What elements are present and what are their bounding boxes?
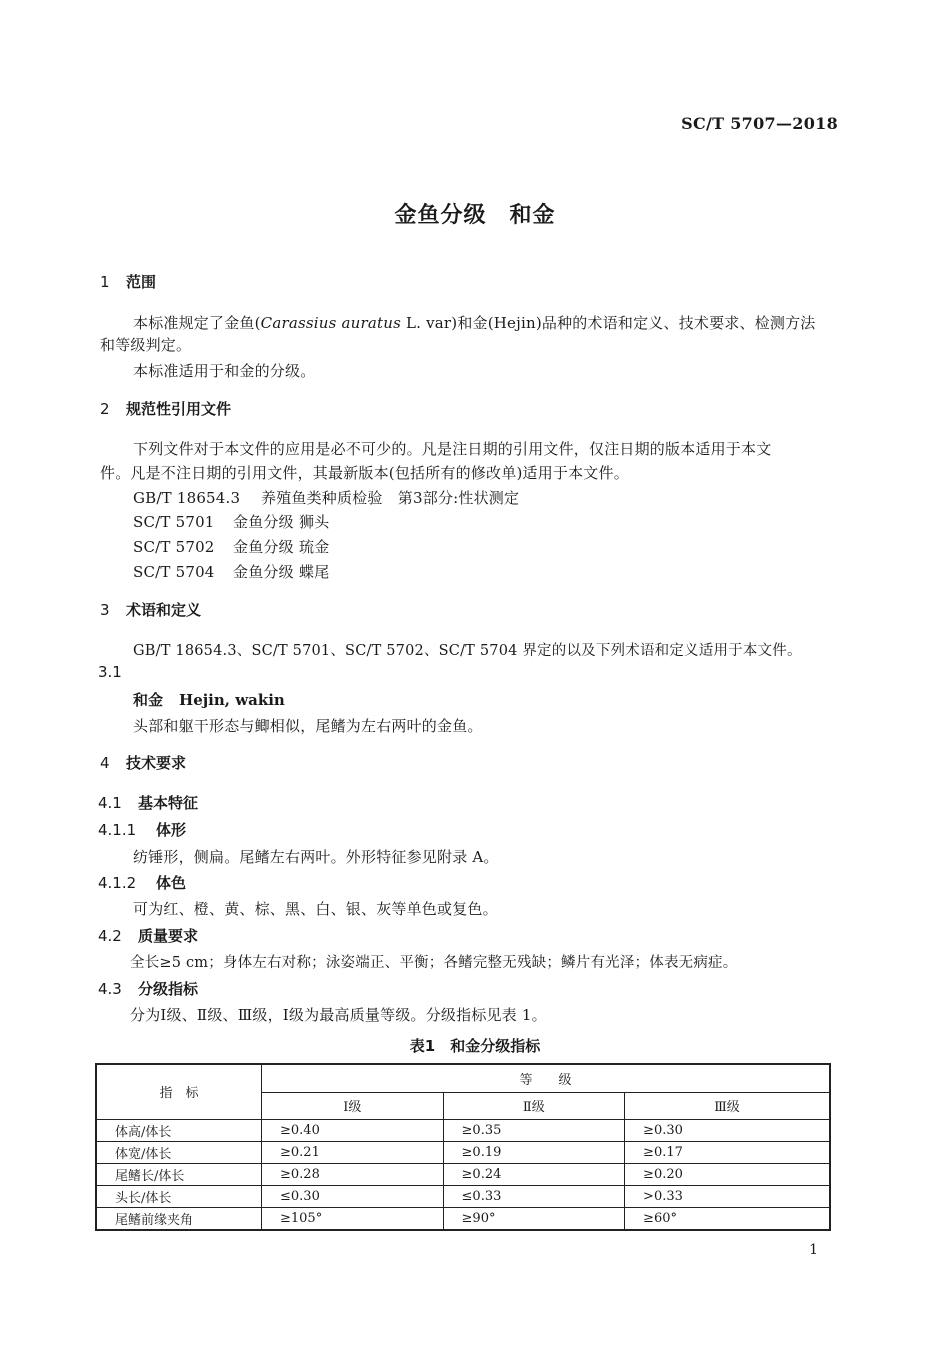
index-name: 尾鳍长/体长 [96,1163,262,1185]
standard-code: SC/T 5707—2018 [681,114,838,133]
grade-value: ≥90° [443,1207,625,1230]
grade-value: ≥0.30 [625,1119,830,1141]
grade-value: >0.33 [625,1185,830,1207]
grade-header: Ⅰ级 [262,1092,444,1119]
subsection-4-2-heading [98,925,198,946]
latin-name: Carassius auratus [260,314,402,332]
subsection-4-1-heading [98,792,198,813]
section-number: 1 [100,273,110,291]
section-2-heading [100,398,231,419]
reference-item [133,487,519,508]
section-number: 4.1.1 [98,821,137,839]
section-number: 4.2 [98,927,122,945]
section-title: 质量要求 [138,927,199,945]
section-title: 规范性引用文件 [126,400,232,418]
section-title: 分级指标 [138,980,199,998]
term-english: Hejin, wakin [179,691,285,709]
reference-title: 养殖鱼类种质检验 第3部分:性状测定 [261,489,520,507]
section-number: 4 [100,754,110,772]
table-caption: 表1 和金分级指标 [409,1037,541,1055]
grade-value: ≥60° [625,1207,830,1230]
reference-subtitle: 狮头 [299,513,330,531]
section-4-heading [100,752,186,773]
definition: 头部和躯干形态与鲫相似，尾鳍为左右两叶的金鱼。 [133,717,483,735]
reference-title: 金鱼分级 [233,563,294,581]
reference-subtitle: 琉金 [299,538,330,556]
paragraph: 下列文件对于本文件的应用是必不可少的。凡是注日期的引用文件，仅注日期的版本适用于本文 [133,440,772,458]
table-header-index: 指 标 [96,1064,262,1119]
table-row [96,1163,830,1185]
term-heading [133,689,285,710]
reference-subtitle: 蝶尾 [299,563,330,581]
section-title: 基本特征 [138,794,199,812]
paragraph: 全长≥5 cm；身体左右对称；泳姿端正、平衡；各鳍完整无残缺；鳞片有光泽；体表无病症。 [130,955,738,971]
subsection-4-3-heading [98,978,198,999]
section-number: 2 [100,400,110,418]
section-number: 4.1.2 [98,874,137,892]
paragraph-continued: 件。凡是不注日期的引用文件，其最新版本(包括所有的修改单)适用于本文件。 [100,464,629,482]
index-name: 体宽/体长 [96,1141,262,1163]
paragraph: 可为红、橙、黄、棕、黑、白、银、灰等单色或复色。 [133,900,498,918]
section-title: 术语和定义 [126,601,202,619]
reference-code: SC/T 5704 [133,563,215,581]
table-header-grade: 等 级 [262,1064,831,1092]
grade-value: ≥0.24 [443,1163,625,1185]
table-row [96,1141,830,1163]
table-row [96,1207,830,1230]
paragraph: GB/T 18654.3、SC/T 5701、SC/T 5702、SC/T 5704 界定的以及下列术语和定义适用于本文件。 [133,643,802,659]
grade-value: ≤0.30 [262,1185,444,1207]
grade-value: ≥0.19 [443,1141,625,1163]
section-title: 技术要求 [126,754,187,772]
grade-value: ≥105° [262,1207,444,1230]
section-title: 体色 [156,874,187,892]
grade-header: Ⅱ级 [443,1092,625,1119]
section-number: 3 [100,601,110,619]
table-row [96,1119,830,1141]
section-number: 4.1 [98,794,122,812]
subsection-4-1-2-heading [98,872,186,893]
grade-value: ≥0.20 [625,1163,830,1185]
paragraph-continued: 和等级判定。 [100,336,192,354]
section-title: 体形 [156,821,187,839]
reference-title: 金鱼分级 [233,538,294,556]
section-number: 4.3 [98,980,122,998]
table-row [96,1185,830,1207]
grade-value: ≥0.21 [262,1141,444,1163]
paragraph: 分为Ⅰ级、Ⅱ级、Ⅲ级，Ⅰ级为最高质量等级。分级指标见表 1。 [130,1006,547,1024]
reference-title: 金鱼分级 [233,513,294,531]
section-1-heading [100,271,156,292]
paragraph [133,312,816,333]
grading-table [95,1063,831,1231]
reference-item [133,511,329,532]
grade-value: ≥0.28 [262,1163,444,1185]
paragraph: 本标准适用于和金的分级。 [133,362,316,380]
reference-code: SC/T 5701 [133,513,215,531]
page-title: 金鱼分级 和金 [394,203,556,228]
grade-value: ≥0.35 [443,1119,625,1141]
section-3-heading [100,599,201,620]
reference-code: SC/T 5702 [133,538,215,556]
grade-value: ≤0.33 [443,1185,625,1207]
grade-header: Ⅲ级 [625,1092,830,1119]
index-name: 头长/体长 [96,1185,262,1207]
grade-value: ≥0.40 [262,1119,444,1141]
reference-code: GB/T 18654.3 [133,489,241,507]
reference-item [133,536,329,557]
index-name: 体高/体长 [96,1119,262,1141]
term-chinese: 和金 [133,691,164,709]
section-title: 范围 [126,273,157,291]
text: 本标准规定了金鱼( [133,314,261,332]
subsection-number: 3.1 [98,663,122,681]
subsection-4-1-1-heading [98,819,186,840]
paragraph: 纺锤形，侧扁。尾鳍左右两叶。外形特征参见附录 A。 [133,848,499,866]
page-number: 1 [809,1242,818,1258]
index-name: 尾鳍前缘夹角 [96,1207,262,1230]
text: L. var)和金(Hejin)品种的术语和定义、技术要求、检测方法 [401,314,816,332]
reference-item [133,561,329,582]
grade-value: ≥0.17 [625,1141,830,1163]
